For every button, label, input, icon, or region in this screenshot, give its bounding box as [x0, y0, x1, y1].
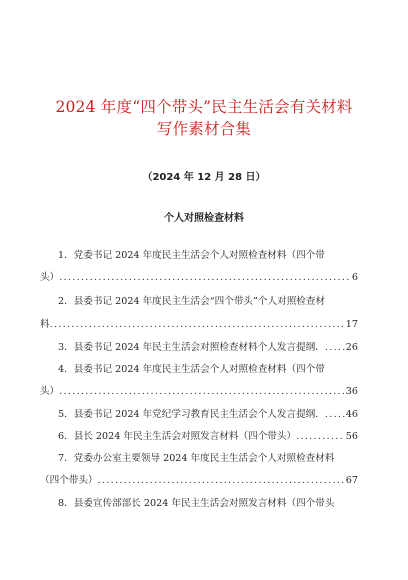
toc-entry-3-page: 26 [345, 342, 358, 353]
section-heading: 个人对照检查材料 [164, 213, 244, 224]
toc-entry-6-page: 56 [345, 431, 358, 442]
toc-entry-4-cont-text: 头） [40, 386, 60, 397]
toc-leader-dots [98, 474, 345, 488]
toc-entry-1-cont[interactable] [40, 271, 358, 285]
toc-entry-6-text: 6．县长 2024 年民主生活会对照发言材料（四个带头） [58, 431, 297, 442]
toc-entry-6[interactable] [58, 430, 358, 444]
toc-entry-5[interactable] [58, 408, 358, 422]
toc-entry-2-page: 17 [345, 319, 358, 330]
document-date: （2024 年 12 月 28 日） [142, 172, 266, 183]
toc-entry-1-line1[interactable]: 1．党委书记 2024 年度民主生活会个人对照检查材料（四个带 [58, 250, 325, 261]
toc-leader-dots [325, 341, 345, 355]
toc-entry-5-text: 5．县委书记 2024 年党纪学习教育民主生活会个人发言提纲． [58, 409, 325, 420]
toc-entry-3-text: 3．县委书记 2024 年民主生活会对照检查材料个人发言提纲． [58, 342, 325, 353]
toc-entry-4-line1[interactable]: 4．县委书记 2024 年度民主生活会个人对照检查材料（四个带 [58, 364, 325, 375]
toc-entry-2-cont[interactable] [40, 318, 358, 332]
toc-entry-7-page: 67 [345, 475, 358, 486]
toc-entry-1-page: 6 [351, 272, 358, 283]
toc-entry-7-line1[interactable]: 7．党委办公室主要领导 2024 年度民主生活会个人对照检查材料 [58, 453, 335, 464]
document-title-line1: 2024 年度“四个带头”民主生活会有关材料 [55, 98, 353, 116]
toc-entry-7-cont[interactable] [40, 474, 358, 488]
toc-entry-2-cont-text: 料 [40, 319, 50, 330]
toc-leader-dots [59, 385, 345, 399]
toc-entry-7-cont-text: （四个带头） [40, 475, 98, 486]
toc-entry-4-page: 36 [345, 386, 358, 397]
toc-leader-dots [325, 408, 345, 422]
toc-entry-4-cont[interactable] [40, 385, 358, 399]
toc-entry-1-cont-text: 头） [40, 272, 60, 283]
toc-entry-2-line1[interactable]: 2．县委书记 2024 年度民主生活会“四个带头”个人对照检查材 [58, 296, 326, 307]
toc-entry-5-page: 46 [345, 409, 358, 420]
document-title-line2: 写作素材合集 [156, 120, 252, 138]
toc-leader-dots [296, 430, 345, 444]
toc-entry-8-line1[interactable]: 8．县委宣传部部长 2024 年民主生活会对照发言材料（四个带头 [58, 498, 335, 509]
toc-leader-dots [50, 318, 345, 332]
toc-leader-dots [59, 271, 351, 285]
toc-entry-3[interactable] [58, 341, 358, 355]
